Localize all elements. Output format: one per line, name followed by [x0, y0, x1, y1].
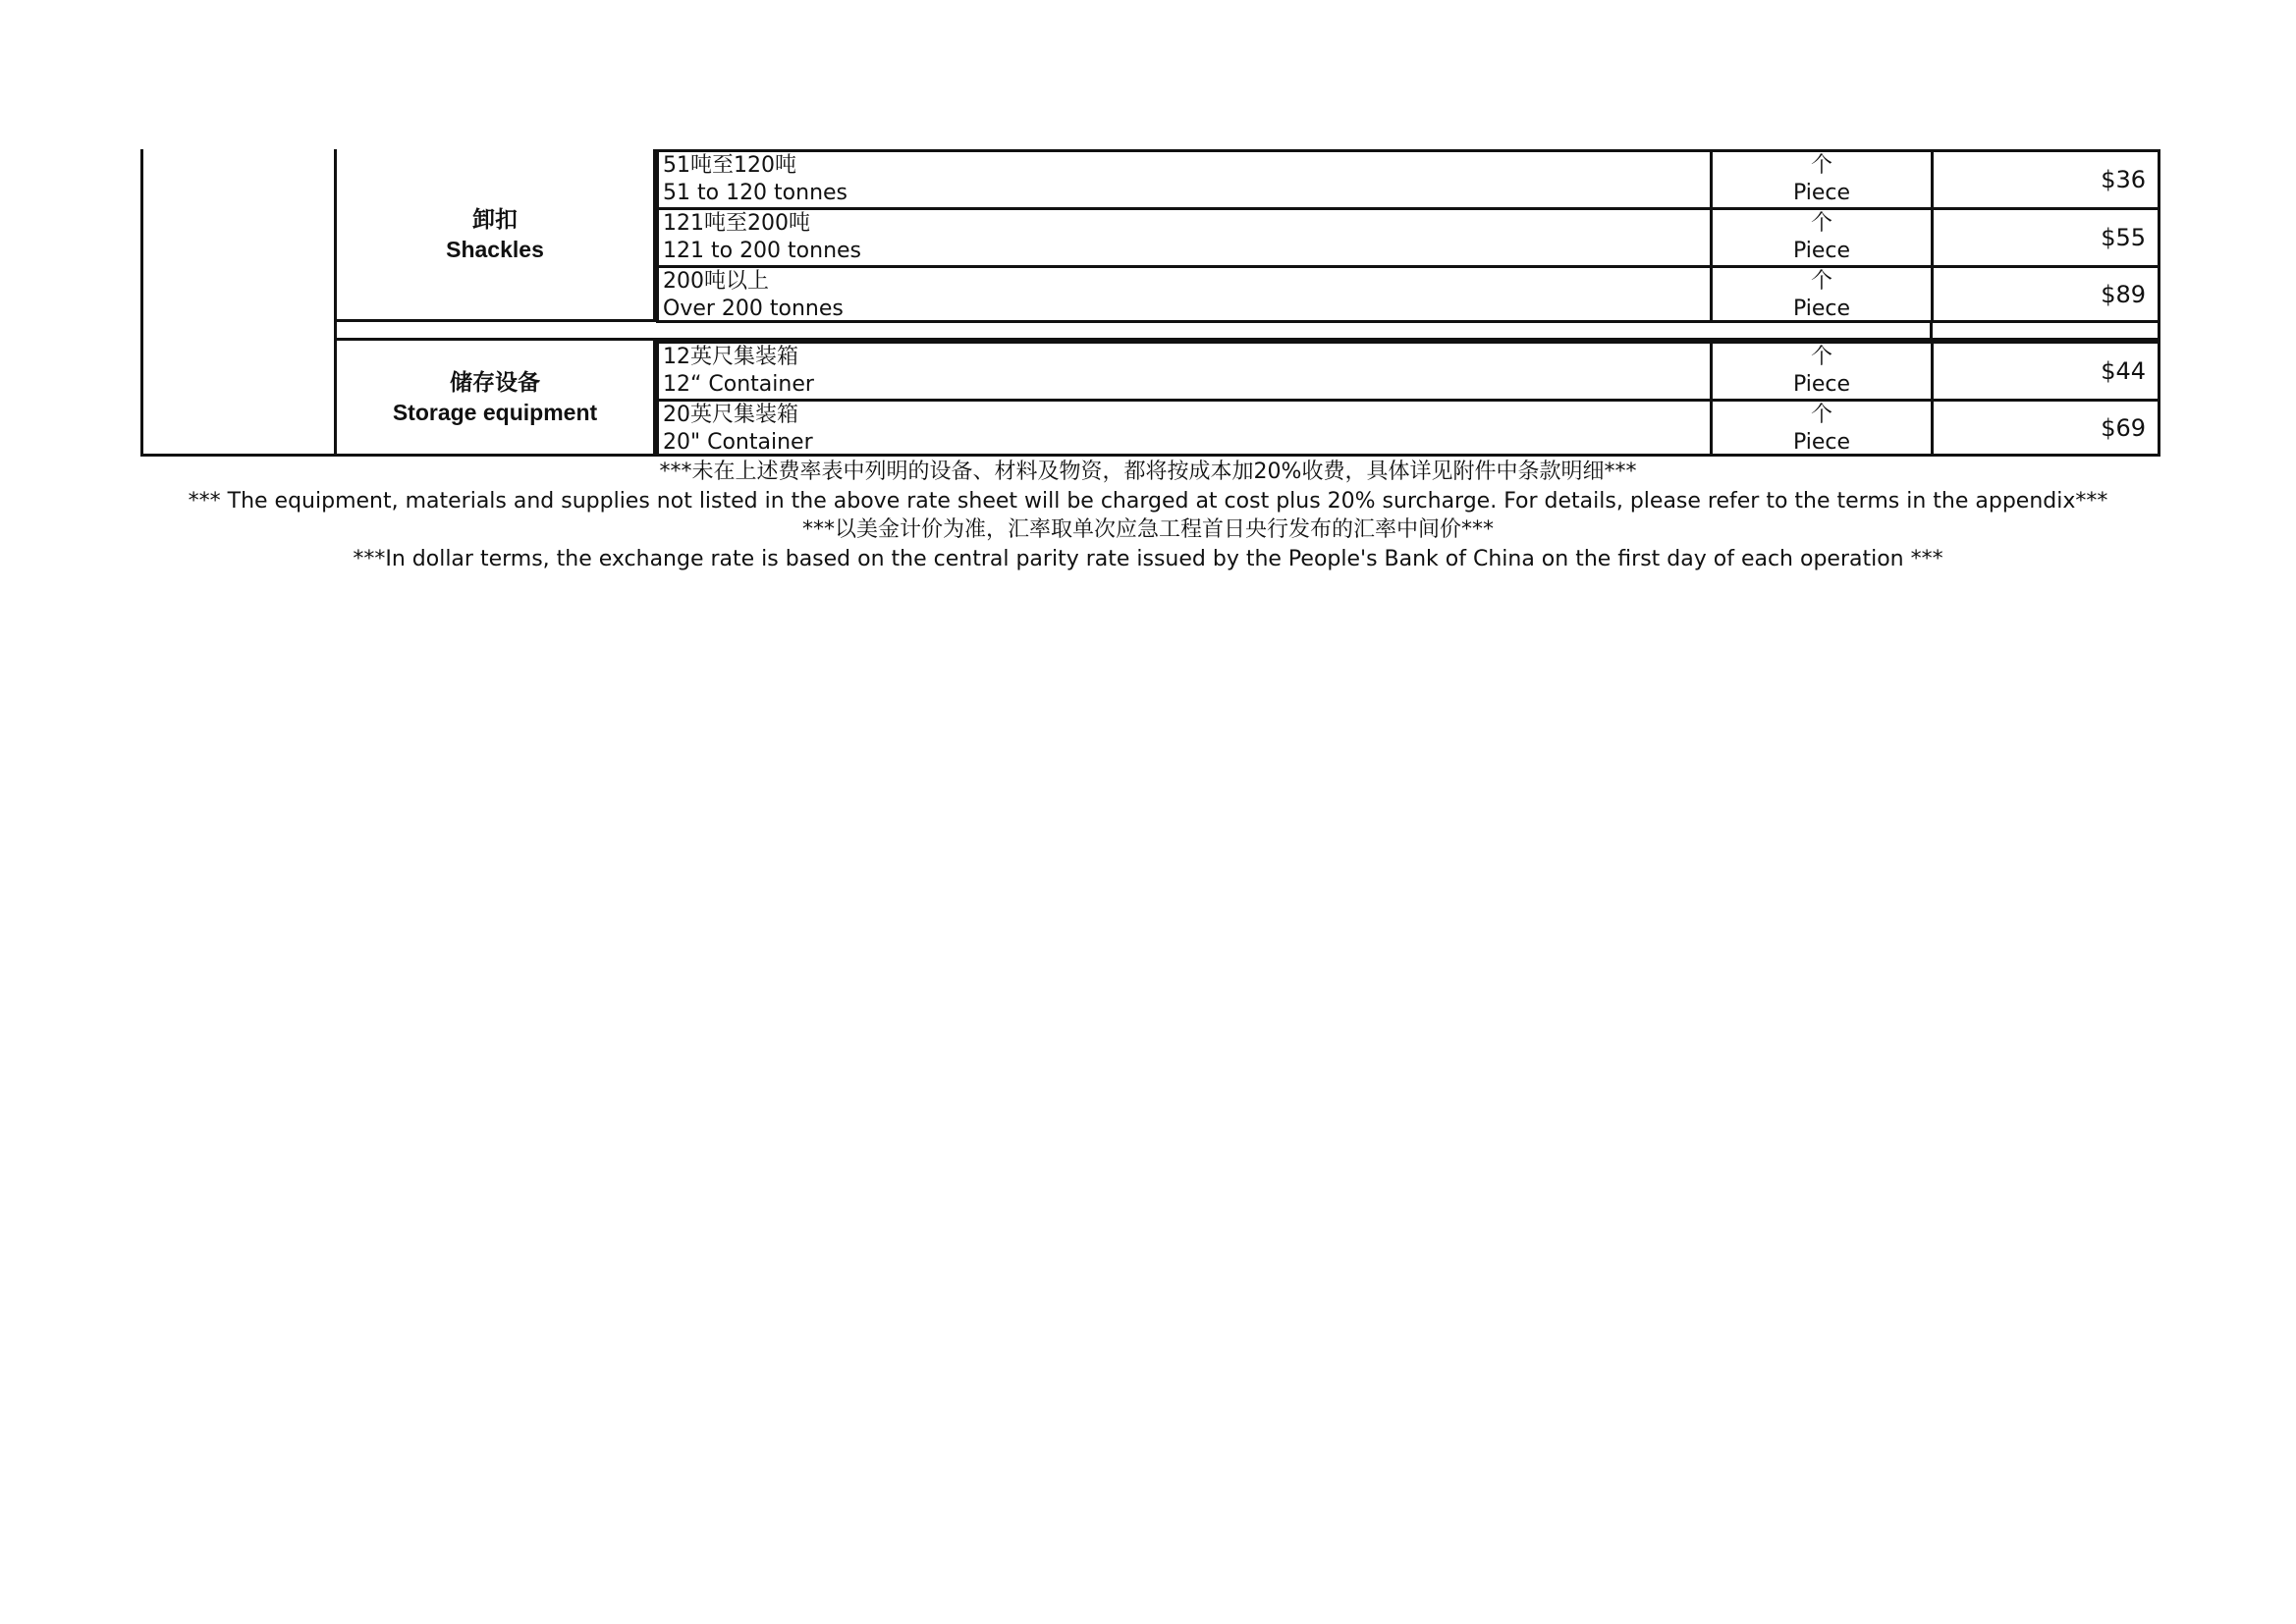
description-cell [659, 152, 1713, 207]
price-cell: $69 [2101, 413, 2146, 442]
unit-zh: 个 [1810, 153, 1832, 178]
footnotes [0, 458, 2296, 573]
description-cell [659, 344, 1713, 399]
group-shackles-label [337, 149, 656, 322]
price-cell: $55 [2101, 224, 2146, 251]
price-cell: $36 [2101, 166, 2146, 193]
table-row [656, 207, 2160, 265]
description-zh: 51吨至120吨 [663, 153, 796, 178]
price-cell: $44 [2101, 357, 2146, 385]
description-cell [659, 402, 1713, 454]
unit-zh: 个 [1810, 269, 1832, 294]
description-en: 12“ Container [663, 372, 814, 397]
unit-en: Piece [1792, 372, 1851, 397]
table-row [656, 399, 2160, 457]
unit-en: Piece [1792, 430, 1851, 455]
unit-zh: 个 [1810, 345, 1832, 369]
unit-cell [1713, 210, 1934, 265]
unit-zh: 个 [1810, 403, 1832, 427]
footnote-line: *** The equipment, materials and supplies not listed in the above rate sheet will be charged at cost plus 20% surcharge. For details, please refer to the terms in the appendix*** [188, 488, 2108, 514]
description-en: Over 200 tonnes [663, 297, 844, 320]
footnote-line: ***In dollar terms, the exchange rate is based on the central parity rate issued by the People's Bank of China on the first day of each operation *** [353, 546, 1943, 571]
description-zh: 121吨至200吨 [663, 211, 810, 236]
description-zh: 200吨以上 [663, 269, 769, 294]
unit-zh: 个 [1810, 211, 1832, 236]
description-cell [659, 268, 1713, 320]
description-en: 20" Container [663, 430, 813, 454]
group-storage-label [337, 341, 656, 457]
footnote-line: ***未在上述费率表中列明的设备、材料及物资，都将按成本加20%收费，具体详见附件中条款明细*** [659, 460, 1637, 484]
price-cell: $89 [2101, 280, 2146, 308]
group-label-zh: 储存设备 [450, 369, 540, 396]
unit-en: Piece [1792, 239, 1851, 263]
description-zh: 20英尺集装箱 [663, 403, 798, 427]
table-row [656, 265, 2160, 323]
group-label-en: Storage equipment [392, 399, 598, 425]
unit-cell [1713, 344, 1934, 399]
group-label-en: Shackles [446, 236, 544, 262]
unit-cell [1713, 152, 1934, 207]
separator-row [337, 322, 2160, 341]
group-label-zh: 卸扣 [472, 206, 518, 233]
table-row [656, 341, 2160, 399]
description-en: 51 to 120 tonnes [663, 181, 848, 205]
footnote-line: ***以美金计价为准，汇率取单次应急工程首日央行发布的汇率中间价*** [801, 517, 1494, 542]
description-cell [659, 210, 1713, 265]
separator-divider [1930, 322, 1933, 341]
description-zh: 12英尺集装箱 [663, 345, 798, 369]
table-row [656, 149, 2160, 207]
unit-cell [1713, 402, 1934, 454]
description-en: 121 to 200 tonnes [663, 239, 862, 263]
unit-cell [1713, 268, 1934, 320]
category-column-continuation [140, 149, 337, 457]
unit-en: Piece [1792, 181, 1851, 205]
unit-en: Piece [1792, 297, 1851, 321]
